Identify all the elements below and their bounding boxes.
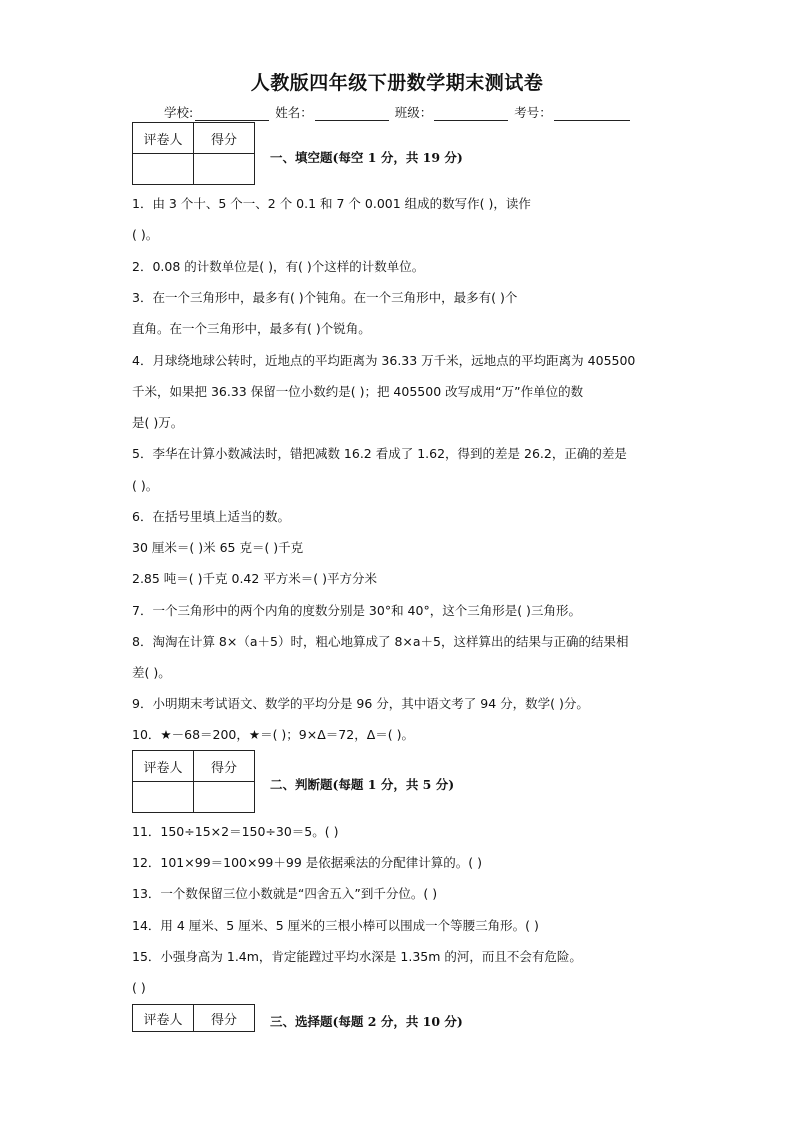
- name-label: 姓名：: [275, 105, 313, 120]
- judge-line: 14．用 4 厘米、5 厘米、5 厘米的三根小棒可以围成一个等腰三角形。( ): [132, 918, 539, 933]
- question-line: 1．由 3 个十、5 个一、2 个 0.1 和 7 个 0.001 组成的数写作( )，读作: [132, 196, 531, 211]
- student-info-row: [164, 103, 632, 121]
- judge-line: 12．101×99＝100×99＋99 是依据乘法的分配律计算的。( ): [132, 855, 482, 870]
- question-line: 2．0.08 的计数单位是( )，有( )个这样的计数单位。: [132, 259, 425, 274]
- exam-no-field[interactable]: [554, 107, 630, 121]
- score-header: 得分: [194, 1005, 255, 1032]
- reviewer-header: 评卷人: [133, 751, 194, 782]
- question-line: 2.85 吨＝( )千克 0.42 平方米＝( )平方分米: [132, 571, 378, 586]
- section-title-fill-in: 一、填空题(每空 1 分，共 19 分): [270, 150, 463, 165]
- question-line: ( )。: [132, 227, 159, 242]
- question-line: 8．淘淘在计算 8×（a＋5）时，粗心地算成了 8×a＋5，这样算出的结果与正确的结果相: [132, 634, 629, 649]
- grader-box-3: [132, 1004, 255, 1032]
- name-field[interactable]: [315, 107, 389, 121]
- question-line: 千米，如果把 36.33 保留一位小数约是( )；把 405500 改写成用“万”作单位的数: [132, 384, 584, 399]
- class-field[interactable]: [434, 107, 508, 121]
- question-line: 4．月球绕地球公转时，近地点的平均距离为 36.33 万千米，远地点的平均距离为 405500: [132, 353, 636, 368]
- reviewer-header: 评卷人: [133, 1005, 194, 1032]
- question-line: 3．在一个三角形中，最多有( )个钝角。在一个三角形中，最多有( )个: [132, 290, 518, 305]
- school-field[interactable]: [195, 107, 269, 121]
- question-line: 6．在括号里填上适当的数。: [132, 509, 290, 524]
- class-label: 班级：: [394, 105, 433, 120]
- judge-line: 15．小强身高为 1.4m，肯定能蹚过平均水深是 1.35m 的河，而且不会有危险。: [132, 949, 582, 964]
- question-line: ( )。: [132, 478, 159, 493]
- question-line: 9．小明期末考试语文、数学的平均分是 96 分，其中语文考了 94 分，数学( )分。: [132, 696, 589, 711]
- judge-line: 13．一个数保留三位小数就是“四舍五入”到千分位。( ): [132, 886, 438, 901]
- question-line: 10．★－68＝200，★＝( )；9×Δ＝72，Δ＝( )。: [132, 727, 414, 742]
- question-line: 5．李华在计算小数减法时，错把减数 16.2 看成了 1.62，得到的差是 26.2，正确的差是: [132, 446, 627, 461]
- section-title-judge: 二、判断题(每题 1 分，共 5 分): [270, 777, 455, 792]
- question-line: 是( )万。: [132, 415, 184, 430]
- question-line: 7．一个三角形中的两个内角的度数分别是 30°和 40°，这个三角形是( )三角形。: [132, 603, 581, 618]
- grader-box-1: [132, 122, 255, 185]
- reviewer-cell[interactable]: [133, 154, 194, 185]
- reviewer-cell[interactable]: [133, 782, 194, 813]
- grader-box-2: [132, 750, 255, 813]
- judge-line: ( ): [132, 980, 146, 995]
- judge-line: 11．150÷15×2＝150÷30＝5。( ): [132, 824, 339, 839]
- score-header: 得分: [194, 123, 255, 154]
- score-header: 得分: [194, 751, 255, 782]
- page-title: 人教版四年级下册数学期末测试卷: [250, 72, 544, 94]
- question-line: 差( )。: [132, 665, 171, 680]
- question-line: 30 厘米＝( )米 65 克＝( )千克: [132, 540, 304, 555]
- score-cell[interactable]: [194, 782, 255, 813]
- reviewer-header: 评卷人: [133, 123, 194, 154]
- exam-no-label: 考号：: [514, 105, 552, 120]
- score-cell[interactable]: [194, 154, 255, 185]
- question-line: 直角。在一个三角形中，最多有( )个锐角。: [132, 321, 371, 336]
- school-label: 学校:: [164, 105, 194, 120]
- section-title-choice: 三、选择题(每题 2 分，共 10 分): [270, 1014, 463, 1029]
